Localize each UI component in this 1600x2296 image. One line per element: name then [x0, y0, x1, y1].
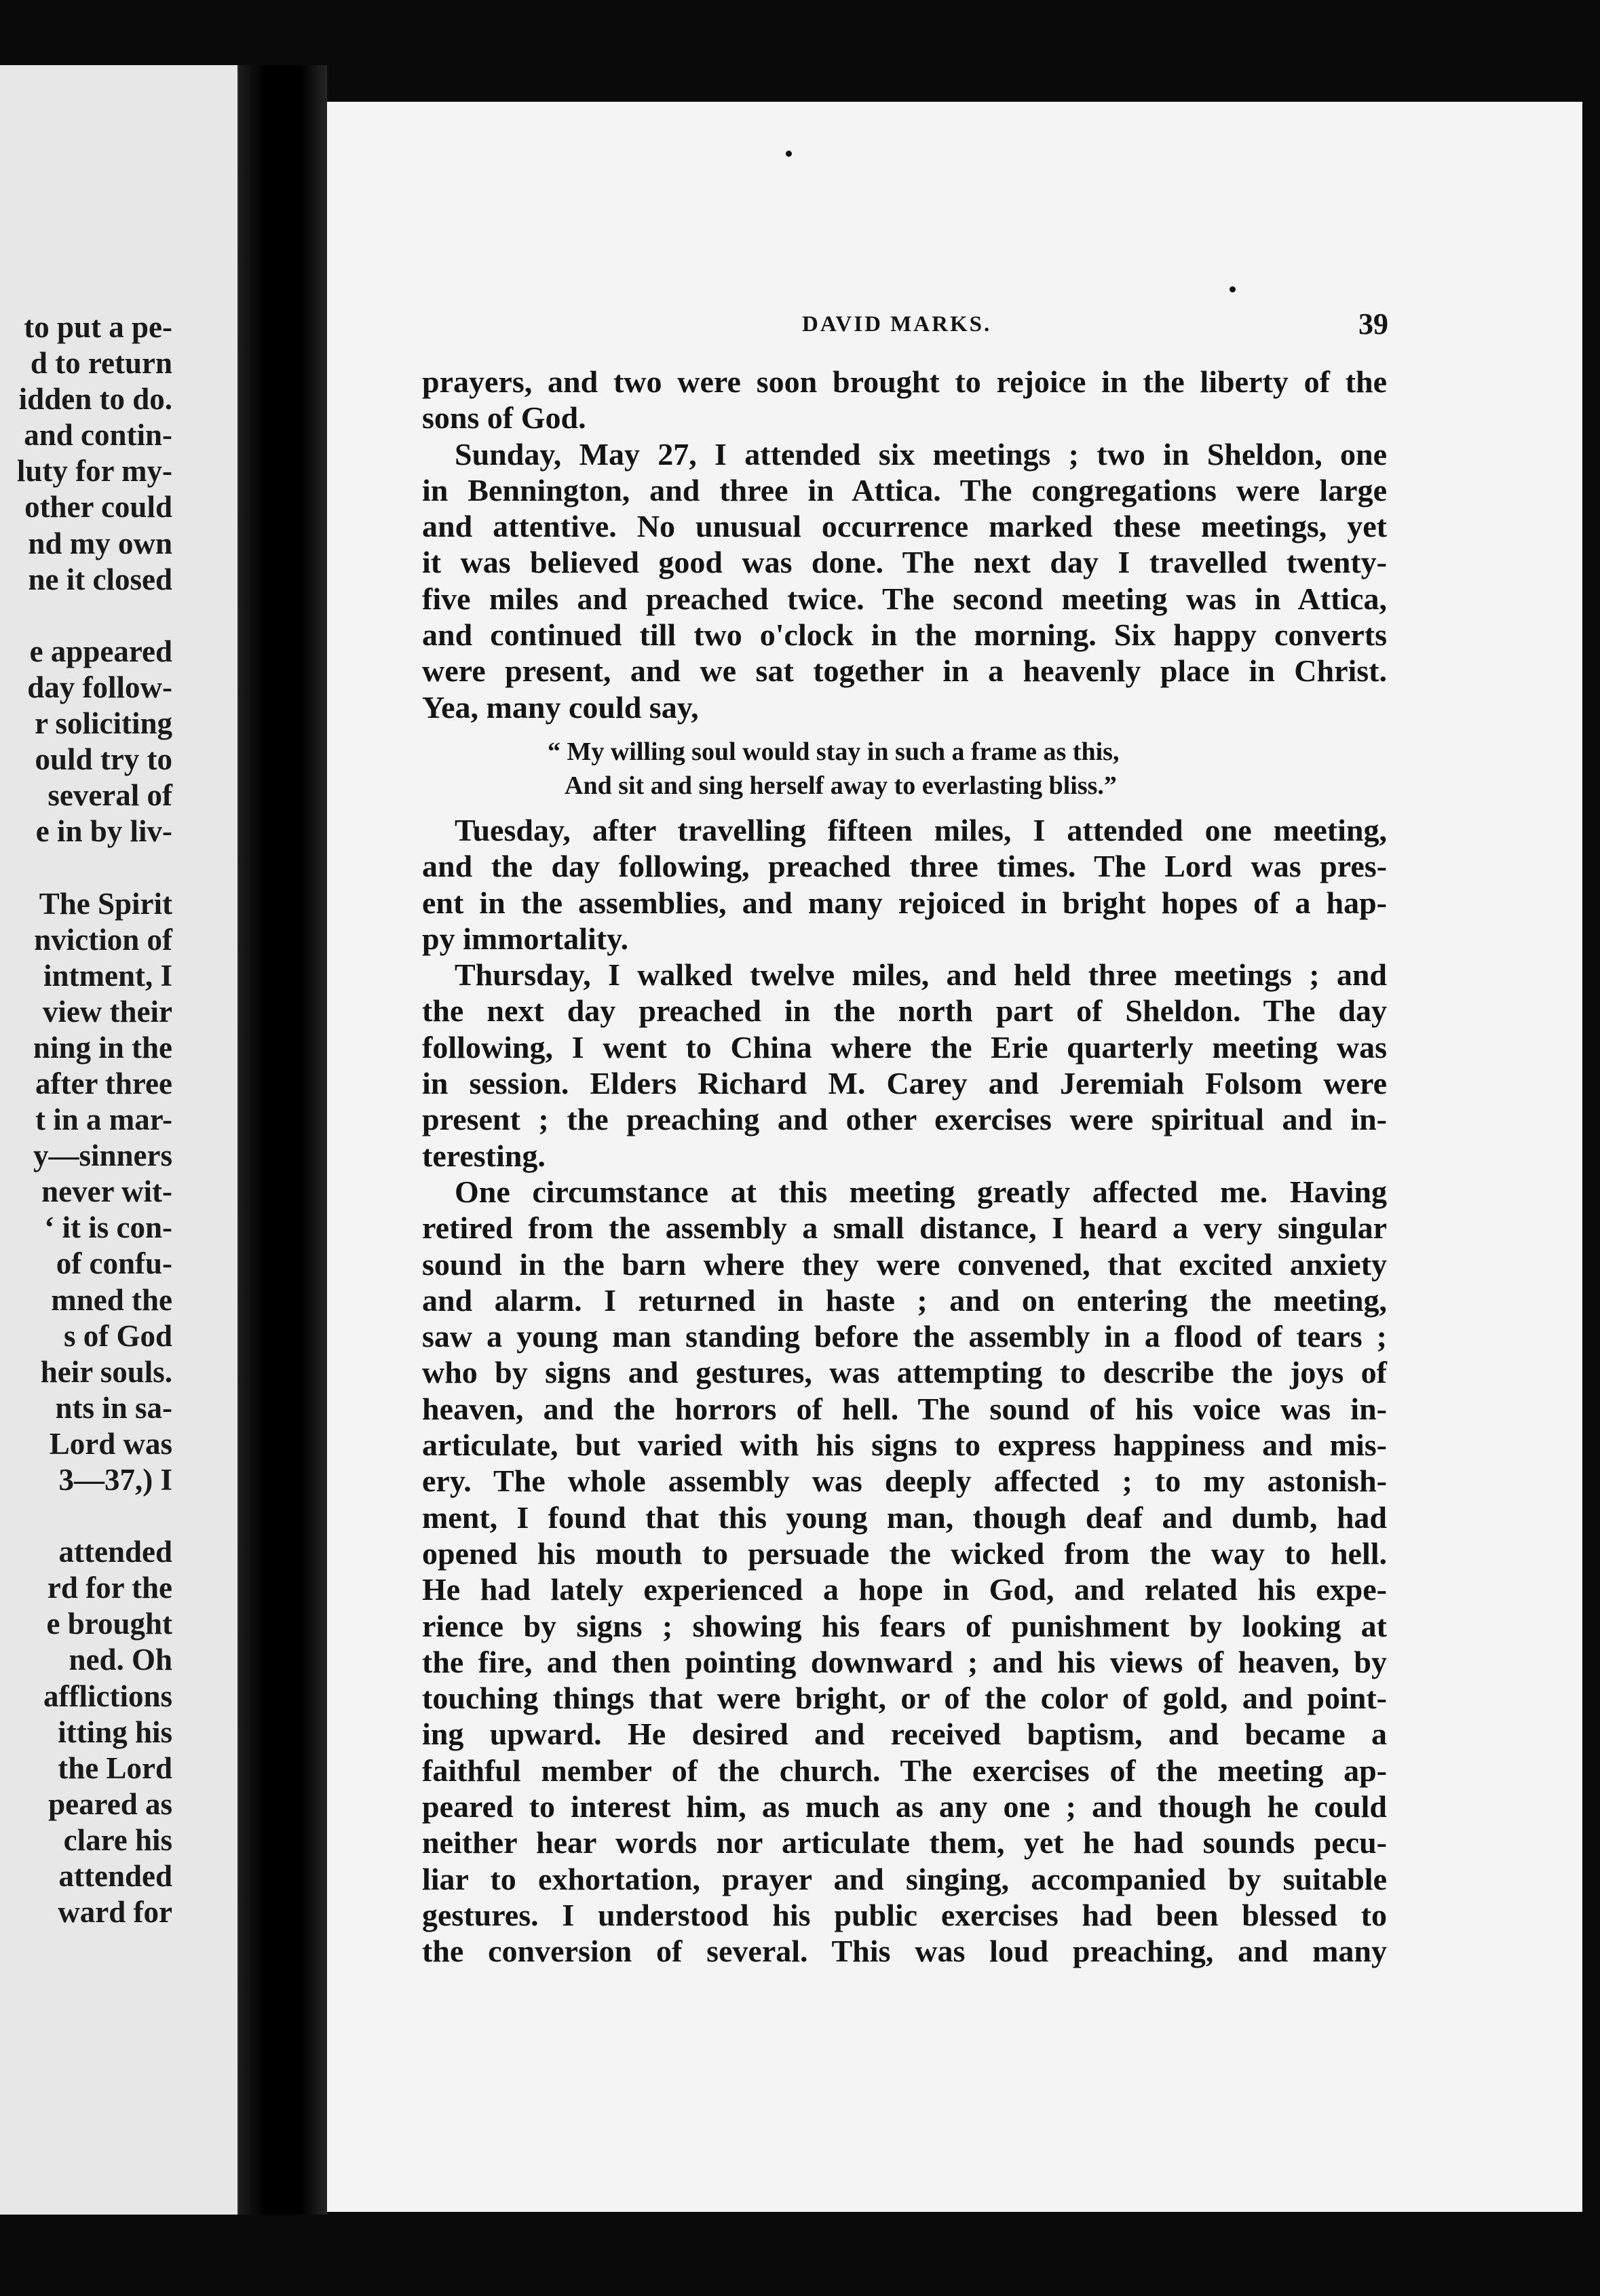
left-text-line: other could	[24, 490, 172, 524]
text-line: the conversion of several. This was loud preaching, and many	[422, 1934, 1387, 1969]
left-text-line: day follow-	[27, 670, 172, 704]
text-line: peared to interest him, as much as any one ; and though he could	[422, 1788, 1387, 1824]
print-speck	[1230, 286, 1236, 292]
text-line: neither hear words nor articulate them, yet he had sounds pecu-	[422, 1825, 1387, 1860]
left-text-line: Lord was	[49, 1426, 172, 1461]
right-page	[327, 102, 1582, 2212]
text-line: heaven, and the horrors of hell. The sound of his voice was in-	[422, 1391, 1387, 1426]
left-text-line: d to return	[30, 346, 172, 381]
text-line: He had lately experienced a hope in God, and related his expe-	[422, 1572, 1387, 1607]
text-line: five miles and preached twice. The second meeting was in Attica,	[422, 581, 1387, 616]
running-head: DAVID MARKS.	[802, 312, 992, 337]
text-line: prayers, and two were soon brought to rejoice in the liberty of the	[422, 364, 1387, 399]
print-speck	[786, 151, 792, 157]
left-text-line: nviction of	[34, 922, 172, 957]
left-text-line: ning in the	[33, 1030, 172, 1065]
left-text-line: and contin-	[24, 418, 172, 453]
text-line: it was believed good was done. The next day I travelled twenty-	[422, 545, 1387, 580]
left-text-line: view their	[42, 994, 172, 1029]
left-text-line	[17, 598, 172, 634]
left-text-line: ould try to	[35, 742, 172, 777]
left-text-line: peared as	[48, 1786, 172, 1821]
text-line: Tuesday, after travelling fifteen miles, I attended one meeting,	[455, 812, 1387, 847]
left-text-line: The Spirit	[39, 886, 172, 921]
left-text-line: of confu-	[56, 1246, 172, 1281]
left-text-line: attended	[58, 1859, 172, 1894]
left-text-line: s of God	[63, 1318, 172, 1353]
left-text-line: e in by liv-	[35, 814, 172, 849]
left-text-line: r soliciting	[35, 706, 172, 741]
verse-line: And sit and sing herself away to everlasting bliss.”	[565, 771, 1117, 800]
left-text-line: e appeared	[29, 634, 172, 668]
left-text-line: the Lord	[58, 1750, 172, 1785]
left-text-line: rd for the	[47, 1571, 172, 1605]
text-line: ent in the assemblies, and many rejoiced in bright hopes of a hap-	[422, 885, 1387, 920]
left-page-text	[17, 309, 172, 1930]
text-line: Thursday, I walked twelve miles, and held three meetings ; and	[455, 957, 1387, 993]
left-page-fragment	[0, 65, 242, 2215]
text-line: retired from the assembly a small distance, I heard a very singular	[422, 1210, 1387, 1246]
text-line: One circumstance at this meeting greatly affected me. Having	[455, 1174, 1387, 1209]
left-text-line	[17, 1498, 172, 1534]
text-line: and continued till two o'clock in the morning. Six happy converts	[422, 617, 1387, 653]
left-text-line: ‘ it is con-	[44, 1210, 172, 1245]
text-line: touching things that were bright, or of the color of gold, and point-	[422, 1681, 1387, 1716]
text-line: present ; the preaching and other exercises were spiritual and in-	[422, 1102, 1387, 1137]
text-line: sound in the barn where they were convened, that excited anxiety	[422, 1246, 1387, 1282]
text-line: ery. The whole assembly was deeply affected ; to my astonish-	[422, 1463, 1387, 1499]
text-line: faithful member of the church. The exercises of the meeting ap-	[422, 1753, 1387, 1788]
text-line: Sunday, May 27, I attended six meetings ; two in Sheldon, one	[455, 436, 1387, 472]
text-line: were present, and we sat together in a heavenly place in Christ.	[422, 653, 1387, 689]
text-line: ing upward. He desired and received baptism, and became a	[422, 1717, 1387, 1752]
left-text-line: nd my own	[28, 526, 172, 560]
left-text-line	[17, 849, 172, 885]
text-line: who by signs and gestures, was attempting to describe the joys of	[422, 1355, 1387, 1390]
text-line: liar to exhortation, prayer and singing, accompanied by suitable	[422, 1861, 1387, 1896]
left-text-line: after three	[35, 1066, 172, 1101]
left-text-line: several of	[47, 778, 172, 813]
left-text-line: y—sinners	[33, 1139, 172, 1173]
text-line: py immortality.	[422, 921, 629, 956]
text-line: saw a young man standing before the assembly in a flood of tears ;	[422, 1319, 1387, 1354]
left-text-line: clare his	[63, 1822, 172, 1857]
left-text-line: afflictions	[43, 1679, 172, 1713]
page-header	[327, 307, 1582, 353]
left-text-line: ward for	[58, 1895, 172, 1930]
left-text-line: mned the	[51, 1282, 172, 1317]
text-line: gestures. I understood his public exercises had been blessed to	[422, 1897, 1387, 1932]
left-text-line: never wit-	[41, 1174, 172, 1209]
verse-line: “ My willing soul would stay in such a frame as this,	[548, 737, 1120, 766]
text-line: ment, I found that this young man, though deaf and dumb, had	[422, 1499, 1387, 1535]
text-line: in session. Elders Richard M. Carey and Jeremiah Folsom were	[422, 1066, 1387, 1101]
text-line: sons of God.	[422, 400, 586, 436]
left-text-line: to put a pe-	[24, 310, 172, 344]
left-text-line: ned. Oh	[69, 1643, 172, 1677]
left-text-line: intment, I	[43, 958, 172, 993]
page-number: 39	[1358, 307, 1388, 341]
left-text-line: ne it closed	[28, 562, 172, 596]
left-text-line: luty for my-	[16, 454, 172, 489]
left-text-line: t in a mar-	[35, 1103, 172, 1137]
book-gutter	[239, 65, 327, 2215]
text-line: the fire, and then pointing downward ; and his views of heaven, by	[422, 1644, 1387, 1679]
text-line: the next day preached in the north part of Sheldon. The day	[422, 993, 1387, 1029]
text-line: and the day following, preached three times. The Lord was pres-	[422, 849, 1387, 884]
text-line: in Bennington, and three in Attica. The congregations were large	[422, 472, 1387, 508]
left-text-line: nts in sa-	[55, 1390, 172, 1425]
left-text-line: e brought	[46, 1607, 172, 1641]
left-text-line: attended	[58, 1535, 172, 1569]
left-text-line: idden to do.	[18, 382, 172, 417]
left-text-line: heir souls.	[40, 1354, 172, 1389]
left-text-line: 3—37,) I	[58, 1463, 172, 1497]
left-text-line: itting his	[58, 1715, 172, 1749]
body-text	[422, 364, 1387, 1969]
text-line: and attentive. No unusual occurrence marked these meetings, yet	[422, 509, 1387, 544]
text-line: articulate, but varied with his signs to express happiness and mis-	[422, 1428, 1387, 1463]
text-line: rience by signs ; showing his fears of punishment by looking at	[422, 1608, 1387, 1643]
text-line: teresting.	[422, 1138, 546, 1173]
text-line: following, I went to China where the Erie quarterly meeting was	[422, 1029, 1387, 1065]
text-line: opened his mouth to persuade the wicked from the way to hell.	[422, 1535, 1387, 1571]
text-line: Yea, many could say,	[422, 689, 699, 725]
text-line: and alarm. I returned in haste ; and on entering the meeting,	[422, 1282, 1387, 1318]
